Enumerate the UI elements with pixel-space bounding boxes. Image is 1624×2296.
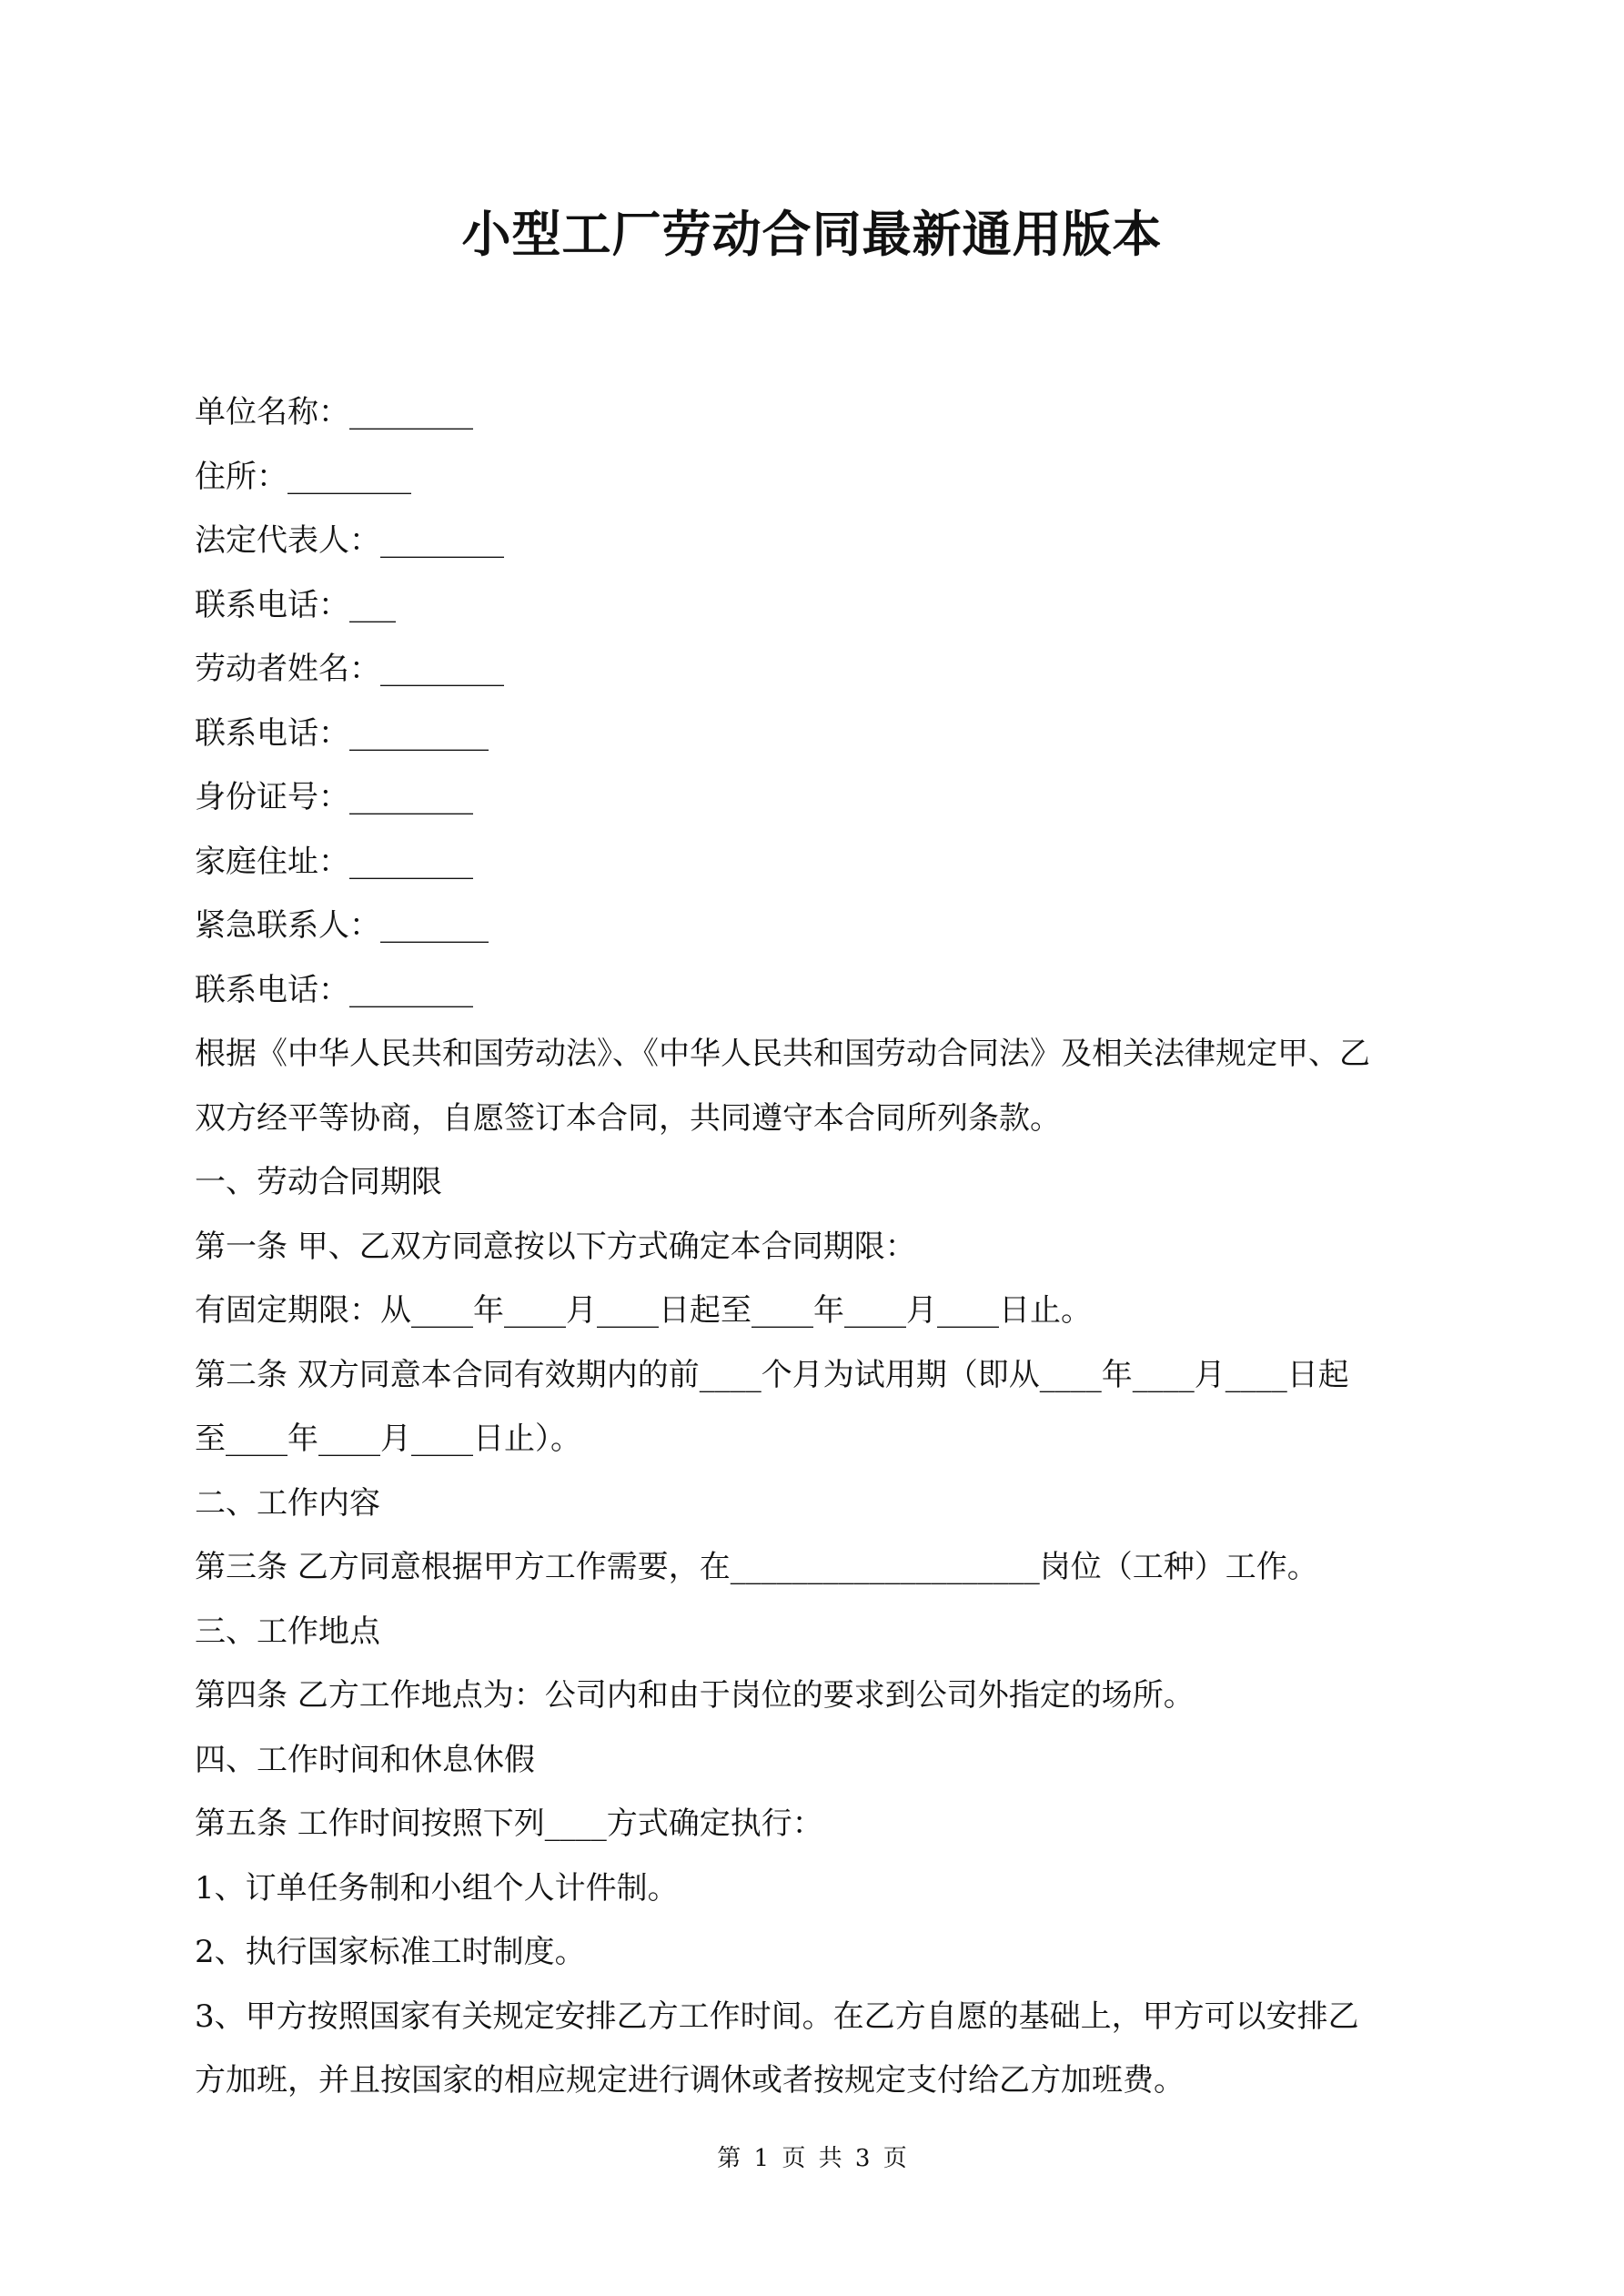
section-heading-work-content: 二、工作内容 [195, 1484, 380, 1522]
article-3: 第三条 乙方同意根据甲方工作需要，在____________________岗位（工种）工作。 [195, 1549, 1318, 1585]
field-employer-phone: 联系电话：___ [195, 586, 396, 623]
article-5-option-2: 2、执行国家标准工时制度。 [195, 1934, 586, 1970]
article-5-option-3-line-1: 3、甲方按照国家有关规定安排乙方工作时间。在乙方自愿的基础上，甲方可以安排乙 [195, 1998, 1359, 2035]
page-number-footer: 第 1 页 共 3 页 [717, 2145, 907, 2172]
field-worker-name: 劳动者姓名：________ [195, 651, 504, 687]
article-5-option-3-line-2: 方加班，并且按国家的相应规定进行调休或者按规定支付给乙方加班费。 [195, 2062, 1185, 2099]
field-home-address: 家庭住址：________ [195, 843, 473, 880]
field-address: 住所：________ [195, 458, 411, 495]
article-4: 第四条 乙方工作地点为：公司内和由于岗位的要求到公司外指定的场所。 [195, 1677, 1195, 1714]
preamble-line-1: 根据《中华人民共和国劳动法》、《中华人民共和国劳动合同法》及相关法律规定甲、乙 [195, 1036, 1370, 1072]
document-title: 小型工厂劳动合同最新通用版本 [461, 205, 1163, 263]
article-2-line-1: 第二条 双方同意本合同有效期内的前____个月为试用期（即从____年____月____日起 [195, 1356, 1349, 1393]
field-legal-representative: 法定代表人：________ [195, 522, 504, 559]
section-heading-work-hours: 四、工作时间和休息休假 [195, 1741, 535, 1778]
article-5: 第五条 工作时间按照下列____方式确定执行： [195, 1805, 823, 1842]
article-1: 第一条 甲、乙双方同意按以下方式确定本合同期限： [195, 1228, 916, 1265]
section-heading-term: 一、劳动合同期限 [195, 1164, 442, 1200]
field-worker-phone: 联系电话：_________ [195, 714, 489, 752]
article-5-option-1: 1、订单任务制和小组个人计件制。 [195, 1869, 679, 1907]
preamble-line-2: 双方经平等协商，自愿签订本合同，共同遵守本合同所列条款。 [195, 1099, 1061, 1137]
field-id-number: 身份证号：________ [195, 779, 473, 815]
section-heading-work-location: 三、工作地点 [195, 1613, 380, 1650]
article-1-fixed-term: 有固定期限：从____年____月____日起至____年____月____日止。 [195, 1292, 1092, 1329]
field-emergency-phone: 联系电话：________ [195, 971, 473, 1008]
field-unit-name: 单位名称：________ [195, 394, 473, 430]
article-2-line-2: 至____年____月____日止）。 [195, 1421, 581, 1457]
document-body [195, 380, 1450, 2113]
field-emergency-contact: 紧急联系人：_______ [195, 907, 489, 944]
